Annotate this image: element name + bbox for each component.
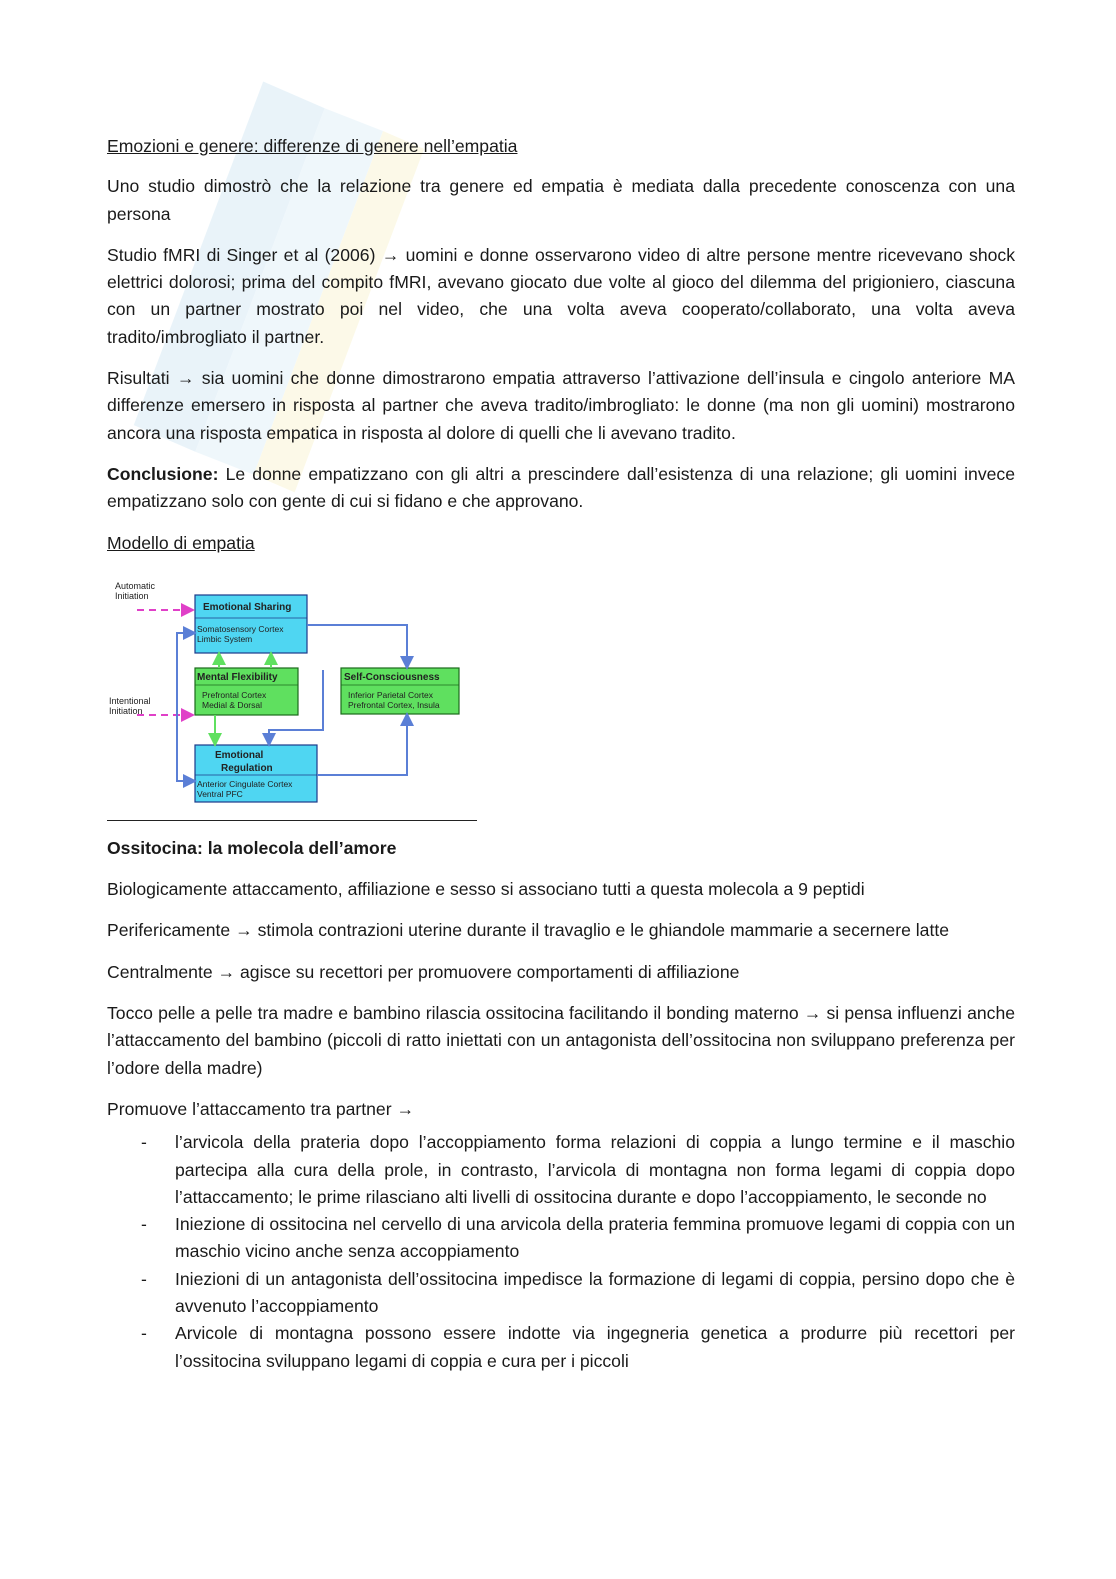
- sharing-to-self-arrow: [307, 625, 407, 666]
- sharing-line1: Somatosensory Cortex: [197, 623, 284, 634]
- flexibility-line2: Medial & Dorsal: [202, 699, 262, 710]
- arrow-icon: →: [217, 961, 236, 982]
- section-heading-emozioni: Emozioni e genere: differenze di genere nell’empatia: [107, 136, 518, 156]
- regulation-to-sharing-arrow: [177, 633, 195, 781]
- regulation-title2: Regulation: [221, 762, 273, 774]
- flexibility-line1: Prefrontal Cortex: [202, 689, 267, 700]
- partner-attachment-list: [107, 1129, 1015, 1375]
- list-item: - Arvicole di montagna possono essere indotte via ingegneria genetica a produrre più recettori per l’ossitocina sviluppano legami di coppia e cura per i piccoli: [107, 1320, 1015, 1375]
- regulation-to-self-arrow: [317, 716, 407, 775]
- arrow-icon: →: [381, 244, 400, 265]
- intentional-label-line1: Intentional: [109, 695, 151, 706]
- paragraph-tocco-lead: Tocco pelle a pelle tra madre e bambino rilascia ossitocina facilitando il bonding materno: [107, 1003, 799, 1024]
- regulation-line1: Anterior Cingulate Cortex: [197, 778, 293, 789]
- paragraph-conclusione: [107, 461, 1015, 516]
- self-title: Self-Consciousness: [344, 671, 440, 683]
- conclusione-label: Conclusione:: [107, 463, 219, 484]
- regulation-title1: Emotional: [215, 749, 264, 761]
- list-item: - l’arvicola della prateria dopo l’accoppiamento forma relazioni di coppia a lungo termine e il maschio partecipa alla cura della prole, in contrasto, l’arvicola di montagna non forma legami di coppia dopo l’attaccamento; le prime rilasciano alti livelli di ossitocina durante e dopo l’accoppiamento, le seconde no: [107, 1129, 1015, 1211]
- self-line1: Inferior Parietal Cortex: [348, 689, 434, 700]
- intentional-label-line2: Initiation: [109, 705, 143, 716]
- sharing-title: Emotional Sharing: [203, 601, 292, 613]
- empathy-model-diagram: [107, 575, 487, 820]
- paragraph-risultati-lead: Risultati: [107, 368, 170, 389]
- section-heading-ossitocina: Ossitocina: la molecola dell’amore: [107, 837, 397, 858]
- automatic-label-line2: Initiation: [115, 590, 149, 601]
- paragraph-centralmente-text: agisce su recettori per promuovere comportamenti di affiliazione: [240, 961, 740, 982]
- paragraph-tocco-text: si pensa influenzi anche l’attaccamento del bambino (piccoli di ratto iniettati con un antagonista dell’ossitocina non sviluppano preferenza per l’odore della madre): [107, 1003, 1016, 1078]
- paragraph-centralmente-lead: Centralmente: [107, 961, 213, 982]
- paragraph-singer-lead: Studio fMRI di Singer et al (2006): [107, 244, 376, 265]
- arrow-icon: →: [396, 1098, 415, 1119]
- paragraph-promuove-lead: Promuove l’attaccamento tra partner: [107, 1098, 392, 1119]
- list-item: - Iniezione di ossitocina nel cervello di una arvicola della prateria femmina promuove legami di coppia con un maschio vicino anche senza accoppiamento: [107, 1211, 1015, 1266]
- list-item: - Iniezioni di un antagonista dell’ossitocina impedisce la formazione di legami di coppia, persino dopo che è avvenuto l’accoppiamento: [107, 1266, 1015, 1321]
- document-body: [107, 133, 1015, 1375]
- paragraph-studio: Uno studio dimostrò che la relazione tra genere ed empatia è mediata dalla precedente conoscenza con una persona: [107, 176, 1015, 224]
- self-line2: Prefrontal Cortex, Insula: [348, 699, 440, 710]
- paragraph-perifericamente: [107, 917, 1015, 944]
- paragraph-biologicamente: Biologicamente attaccamento, affiliazione e sesso si associano tutti a questa molecola a 9 peptidi: [107, 879, 865, 900]
- separator-line: [107, 820, 477, 821]
- paragraph-singer-text: uomini e donne osservarono video di altre persone mentre ricevevano shock elettrici dolorosi; prima del compito fMRI, avevano giocato due volte al gioco del dilemma del prigioniero, ciascuna con un partner mostrato poi nel video, che una volta aveva cooperato/collaborato, una volta aveva tradito/imbrogliato il partner.: [107, 244, 1016, 347]
- paragraph-promuove: [107, 1096, 1015, 1123]
- regulation-line2: Ventral PFC: [197, 788, 243, 799]
- section-heading-modello: Modello di empatia: [107, 532, 255, 553]
- flexibility-title: Mental Flexibility: [197, 671, 278, 683]
- paragraph-perifericamente-lead: Perifericamente: [107, 920, 231, 941]
- paragraph-risultati-text: sia uomini che donne dimostrarono empatia attraverso l’attivazione dell’insula e cingolo anteriore MA differenze emersero in risposta al partner che aveva tradito/imbrogliato: le donne (ma non gli uomini) mostrarono ancora una risposta empatica in risposta al dolore di quelli che li avevano tradito.: [107, 368, 1015, 443]
- arrow-icon: →: [235, 920, 253, 941]
- arrow-icon: →: [803, 1003, 822, 1024]
- arrow-icon: →: [176, 368, 195, 389]
- paragraph-risultati: [107, 365, 1015, 447]
- sharing-line2: Limbic System: [197, 633, 253, 644]
- paragraph-conclusione-text: Le donne empatizzano con gli altri a prescindere dall’esistenza di una relazione; gli uomini invece empatizzano solo con gente di cui si fidano e che approvano.: [107, 463, 1015, 512]
- paragraph-perifericamente-text: stimola contrazioni uterine durante il travaglio e le ghiandole mammarie a secernere latte: [257, 920, 949, 941]
- paragraph-centralmente: [107, 959, 1015, 986]
- paragraph-singer: [107, 242, 1015, 351]
- automatic-label-line1: Automatic: [115, 580, 156, 591]
- paragraph-tocco: [107, 1000, 1015, 1082]
